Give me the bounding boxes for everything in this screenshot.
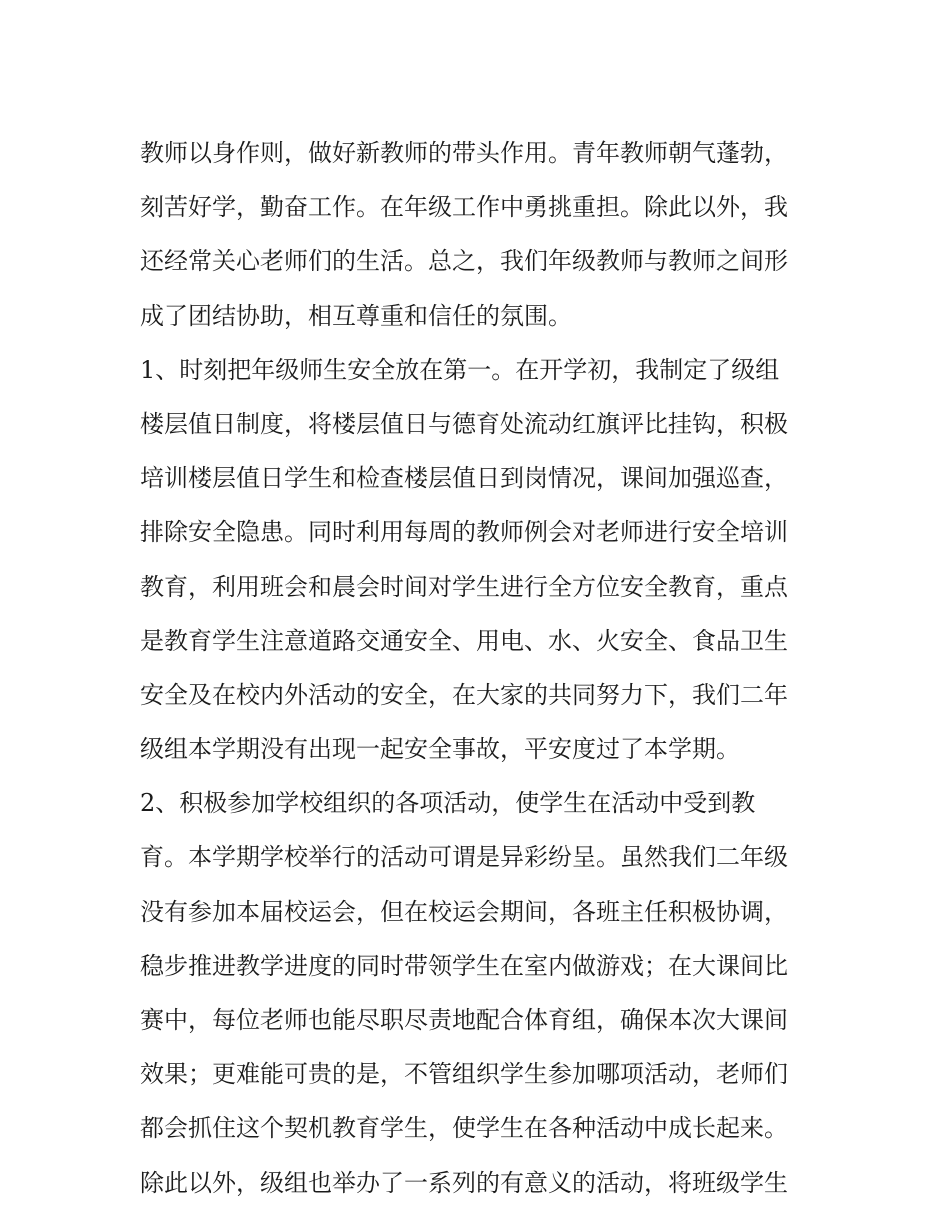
text-line: 效果；更难能可贵的是，不管组织学生参加哪项活动，老师们 bbox=[140, 1060, 788, 1089]
text-line: 安全及在校内外活动的安全，在大家的共同努力下，我们二年 bbox=[140, 680, 788, 709]
text-line: 级组本学期没有出现一起安全事故，平安度过了本学期。 bbox=[140, 735, 740, 764]
text-line: 是教育学生注意道路交通安全、用电、水、火安全、食品卫生 bbox=[140, 626, 788, 655]
text-line: 都会抓住这个契机教育学生，使学生在各种活动中成长起来。 bbox=[140, 1114, 788, 1143]
text-line: 教育，利用班会和晨会时间对学生进行全方位安全教育，重点 bbox=[140, 572, 788, 601]
text-line: 育。本学期学校举行的活动可谓是异彩纷呈。虽然我们二年级 bbox=[140, 843, 788, 872]
text-line: 楼层值日制度，将楼层值日与德育处流动红旗评比挂钩，积极 bbox=[140, 409, 788, 438]
text-line: 2、积极参加学校组织的各项活动，使学生在活动中受到教 bbox=[140, 789, 756, 818]
text-line: 除此以外，级组也举办了一系列的有意义的活动，将班级学生 bbox=[140, 1168, 788, 1197]
text-line: 培训楼层值日学生和检查楼层值日到岗情况，课间加强巡查， bbox=[140, 464, 788, 493]
text-line: 还经常关心老师们的生活。总之，我们年级教师与教师之间形 bbox=[140, 247, 788, 276]
text-line: 排除安全隐患。同时利用每周的教师例会对老师进行安全培训 bbox=[140, 518, 788, 547]
text-line: 赛中，每位老师也能尽职尽责地配合体育组，确保本次大课间 bbox=[140, 1006, 788, 1034]
text-line: 教师以身作则，做好新教师的带头作用。青年教师朝气蓬勃， bbox=[140, 139, 788, 167]
text-line: 没有参加本届校运会，但在校运会期间，各班主任积极协调， bbox=[140, 897, 788, 926]
text-line: 成了团结协助，相互尊重和信任的氛围。 bbox=[140, 301, 572, 330]
text-line: 刻苦好学，勤奋工作。在年级工作中勇挑重担。除此以外，我 bbox=[140, 193, 788, 222]
text-line: 1、时刻把年级师生安全放在第一。在开学初，我制定了级组 bbox=[140, 355, 780, 384]
text-line: 稳步推进教学进度的同时带领学生在室内做游戏；在大课间比 bbox=[140, 951, 788, 980]
body-text bbox=[140, 126, 820, 1210]
